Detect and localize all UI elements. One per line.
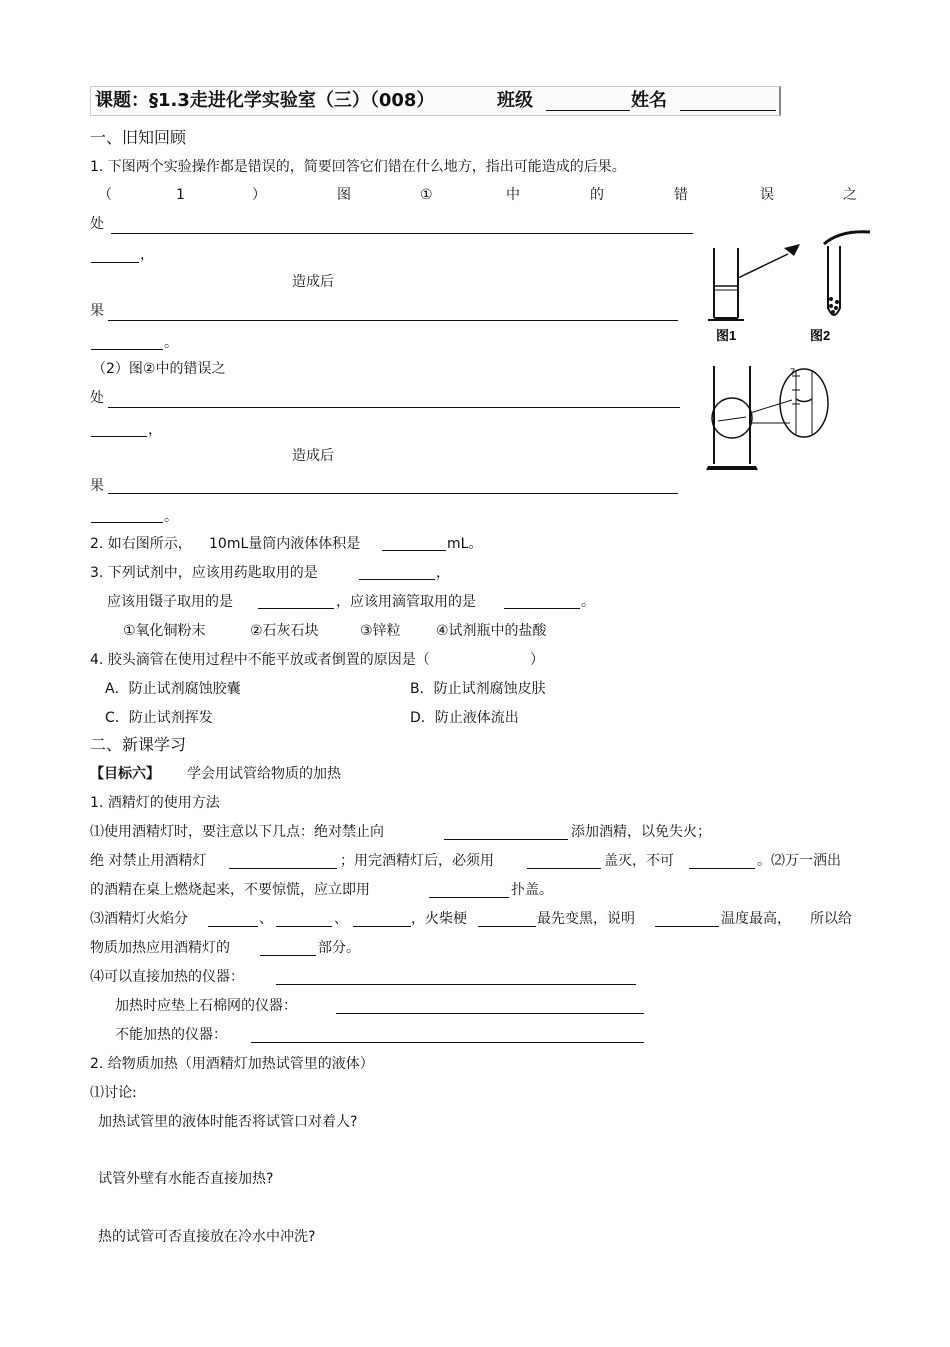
- goal-text: 学会用试管给物质的加热: [187, 766, 341, 782]
- p4a: ⑶酒精灯火焰分: [90, 911, 188, 927]
- q1-consequence-blank[interactable]: [108, 320, 678, 321]
- q1b-consequence-blank[interactable]: [108, 493, 678, 494]
- p2-blank3[interactable]: [689, 868, 755, 869]
- q1-part: 错: [674, 187, 688, 203]
- class-blank[interactable]: [546, 110, 630, 111]
- p2-blank2[interactable]: [527, 868, 601, 869]
- p2b: ；用完酒精灯后，必须用: [340, 853, 494, 869]
- q4-choice-d[interactable]: D．防止液体流出: [410, 710, 519, 726]
- q1-part: 中: [506, 187, 520, 203]
- q3-spoon-blank[interactable]: [359, 579, 435, 580]
- p3a: 的酒精在桌上燃烧起来，不要惊慌，应立即用: [90, 882, 370, 898]
- p5a: 物质加热应用酒精灯的: [90, 940, 230, 956]
- p1-blank[interactable]: [444, 839, 568, 840]
- p5-blank[interactable]: [260, 955, 316, 956]
- q2-volume-blank[interactable]: [382, 550, 446, 551]
- p8-blank[interactable]: [251, 1042, 644, 1043]
- q1-comma: ，: [140, 247, 154, 263]
- fig2-label: 图2: [810, 328, 831, 343]
- flame-blank3[interactable]: [353, 926, 411, 927]
- q4-stem: 4. 胶头滴管在使用过程中不能平放或者倒置的原因是（: [90, 652, 430, 668]
- q3-line2b: ，应该用滴管取用的是: [336, 594, 476, 610]
- q1-part: ）: [252, 187, 266, 203]
- q3-comma: ，: [436, 565, 450, 581]
- reagent-bottle-icon: [738, 244, 800, 278]
- q2-unit: mL。: [447, 536, 483, 552]
- q1-part: ①: [420, 187, 433, 203]
- p4d: 温度最高，: [721, 911, 791, 927]
- q4-choice-a[interactable]: A．防止试剂腐蚀胶囊: [105, 681, 241, 697]
- p3b: 扑盖。: [511, 882, 553, 898]
- name-label: 姓名: [631, 90, 667, 111]
- discuss-question: 加热试管里的液体时能否将试管口对着人?: [98, 1114, 358, 1130]
- section1-heading: 一、旧知回顾: [90, 128, 187, 147]
- q1-part: 图: [337, 187, 351, 203]
- flame-blank5[interactable]: [655, 926, 719, 927]
- q4-choice-c[interactable]: C．防止试剂挥发: [105, 710, 213, 726]
- item1-title: 1. 酒精灯的使用方法: [90, 795, 220, 811]
- fig1-label: 图1: [716, 328, 737, 343]
- p7: 加热时应垫上石棉网的仪器：: [115, 998, 297, 1014]
- q1-part: 的: [590, 187, 604, 203]
- test-tube-icon: [828, 246, 840, 315]
- p2d: 。⑵万一洒出: [757, 853, 841, 869]
- p2c: 盖灭，不可: [604, 853, 674, 869]
- p8: 不能加热的仪器：: [115, 1027, 227, 1043]
- q1-consequence-blank-cont[interactable]: [91, 349, 163, 350]
- q3-line1: 3. 下列试剂中，应该用药匙取用的是: [90, 565, 318, 581]
- p6-blank[interactable]: [276, 984, 636, 985]
- q1b-comma: ，: [148, 422, 162, 438]
- q1-part: 误: [760, 187, 774, 203]
- q2-middle: 10mL量筒内液体体积是: [209, 536, 361, 552]
- q3-period: 。: [581, 594, 595, 610]
- q3-line2a: 应该用镊子取用的是: [107, 594, 233, 610]
- measuring-cylinder-icon: [706, 366, 792, 470]
- p6: ⑷可以直接加热的仪器：: [90, 969, 244, 985]
- q1-guo: 果: [90, 303, 104, 319]
- q3-option: ③锌粒: [360, 623, 401, 639]
- q1-chu: 处: [90, 216, 104, 232]
- q2-before: 2. 如右图所示，: [90, 536, 192, 552]
- q1b-consequence-blank-cont[interactable]: [91, 522, 163, 523]
- discuss-question: 试管外壁有水能否直接加热?: [98, 1171, 274, 1187]
- p5b: 部分。: [318, 940, 360, 956]
- figures-panel: [700, 228, 875, 478]
- p7-blank[interactable]: [336, 1013, 644, 1014]
- q4-close: ）: [530, 652, 544, 668]
- q1b-period: 。: [164, 509, 178, 525]
- p1b: 添加酒精，以免失火；: [571, 824, 711, 840]
- q1b-error-blank[interactable]: [108, 407, 680, 408]
- q1b-error-blank-cont[interactable]: [91, 436, 147, 437]
- q1-error-blank[interactable]: [111, 233, 693, 234]
- p4-sep: 、: [334, 911, 348, 927]
- q3-option: ①氧化铜粉末: [123, 623, 206, 639]
- p4b: ，火柴梗: [411, 911, 467, 927]
- q1-stem: 1. 下图两个实验操作都是错误的，简要回答它们错在什么地方，指出可能造成的后果。: [90, 159, 626, 175]
- dropper-icon: [824, 232, 870, 244]
- q1-error-blank-cont[interactable]: [91, 262, 139, 263]
- flame-blank2[interactable]: [276, 926, 332, 927]
- item2-title: 2. 给物质加热（用酒精灯加热试管里的液体）: [90, 1056, 374, 1072]
- q3-dropper-blank[interactable]: [504, 608, 580, 609]
- p4-sep: 、: [259, 911, 273, 927]
- goal-tag: 【目标六】: [90, 766, 160, 782]
- p4c: 最先变黑，说明: [537, 911, 635, 927]
- q1-consequence-prefix: 造成后: [292, 274, 334, 290]
- q1-period: 。: [164, 335, 178, 351]
- discuss-label: ⑴讨论:: [90, 1085, 137, 1101]
- p3-blank[interactable]: [429, 897, 509, 898]
- section2-heading: 二、新课学习: [90, 735, 187, 754]
- flame-blank1[interactable]: [208, 926, 258, 927]
- class-label: 班级: [497, 90, 533, 111]
- discuss-question: 热的试管可否直接放在冷水中冲洗?: [98, 1229, 316, 1245]
- q1b-consequence-prefix: 造成后: [292, 448, 334, 464]
- q1-part: 之: [843, 187, 857, 203]
- q4-choice-b[interactable]: B．防止试剂腐蚀皮肤: [410, 681, 546, 697]
- graduated-cylinder-icon: [708, 248, 744, 320]
- p2-blank1[interactable]: [229, 868, 337, 869]
- q3-option: ②石灰石块: [250, 623, 319, 639]
- flame-blank4[interactable]: [478, 926, 536, 927]
- p4e: 所以给: [810, 911, 852, 927]
- p1a: ⑴使用酒精灯时，要注意以下几点：绝对禁止向: [90, 824, 384, 840]
- q3-option: ④试剂瓶中的盐酸: [436, 623, 547, 639]
- q1-chu-2: 处: [90, 390, 104, 406]
- scale-mark: 7: [790, 367, 796, 377]
- p2a: 绝 对禁止用酒精灯: [90, 853, 207, 869]
- page-title: 课题：§1.3走进化学实验室（三）（008）: [95, 90, 435, 111]
- name-blank[interactable]: [680, 110, 776, 111]
- q1-part2-label: （2）图②中的错误之: [92, 361, 226, 377]
- q1b-guo: 果: [90, 478, 104, 494]
- q1-part: 1: [176, 187, 185, 203]
- q3-tweezers-blank[interactable]: [258, 608, 334, 609]
- q1-part: （: [98, 187, 112, 203]
